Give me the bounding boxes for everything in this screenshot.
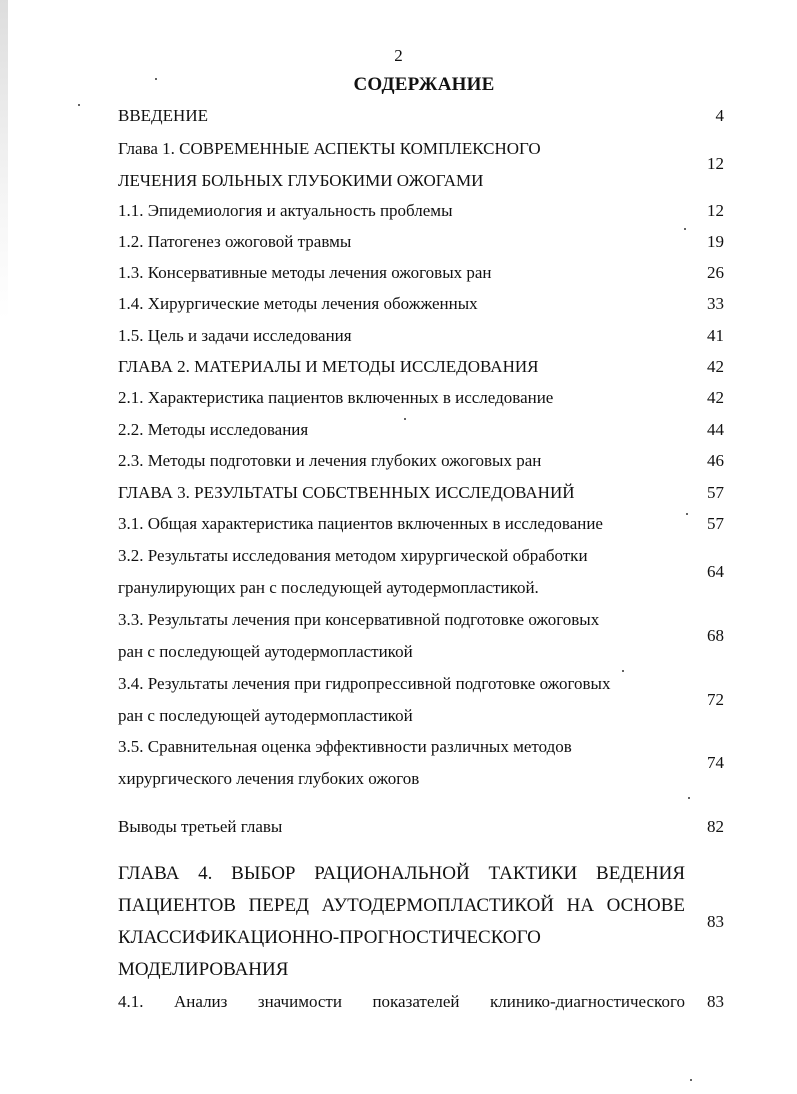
toc-line: ВВЕДЕНИЕ [118,106,208,125]
toc-entry-page: 41 [707,326,724,345]
toc-entry-page: 82 [707,817,724,836]
toc-entry-title [118,320,673,352]
toc-entry-page: 12 [707,154,724,173]
toc-entry-page: 83 [707,992,724,1011]
toc-line: ран с последующей аутодермопластикой [118,705,413,725]
toc-line: хирургического лечения глубоких ожогов [118,768,420,788]
toc-line: 1.4. Хирургические методы лечения обожженных [118,294,478,313]
toc-line: ран с последующей аутодермопластикой [118,641,413,661]
toc-entry-page: 57 [707,514,724,533]
toc-entry-page: 4 [715,106,724,125]
toc-line: 1.3. Консервативные методы лечения ожоговых ран [118,263,492,282]
scan-speck [690,1079,692,1081]
toc-entry-title [118,288,673,320]
scan-speck [78,104,80,106]
toc-line: 2.2. Методы исследования [118,420,309,439]
toc-entry-page: 33 [707,294,724,313]
toc-entry-title [118,508,673,540]
toc-entry-page: 74 [707,753,724,772]
toc-entry-title [118,811,673,843]
toc-line: ЛЕЧЕНИЯ БОЛЬНЫХ ГЛУБОКИМИ ОЖОГАМИ [118,170,484,190]
toc-line: МОДЕЛИРОВАНИЯ [118,959,289,980]
toc-line: КЛАССИФИКАЦИОННО-ПРОГНОСТИЧЕСКОГО [118,927,541,948]
toc-entry-title [118,731,673,794]
page-number: 2 [394,46,403,65]
toc-entry-page: 42 [707,388,724,407]
toc-entry-title [118,540,673,603]
toc-entry-title [118,604,673,667]
toc-line: 3.5. Сравнительная оценка эффективности различных методов [118,737,572,756]
toc-entry-page: 68 [707,626,724,645]
toc-line: гранулирующих ран с последующей аутодермопластикой. [118,577,539,597]
toc-entry-title [118,226,673,258]
toc-entry-title [118,858,685,986]
toc-line: 3.3. Результаты лечения при консервативной подготовке ожоговых [118,610,600,629]
table-of-contents [118,0,728,1094]
toc-entry-title [118,100,673,132]
scan-speck [686,513,688,515]
toc-entry-page: 12 [707,201,724,220]
toc-line: 1.2. Патогенез ожоговой травмы [118,232,352,251]
toc-line: ГЛАВА 3. РЕЗУЛЬТАТЫ СОБСТВЕННЫХ ИССЛЕДОВАНИЙ [118,483,575,502]
toc-entry-page: 26 [707,263,724,282]
toc-entry-title [118,986,685,1018]
scan-speck [622,670,624,672]
toc-line: Выводы третьей главы [118,817,283,836]
toc-entry-title [118,414,673,446]
toc-entry-page: 44 [707,420,724,439]
scan-speck [684,228,686,230]
toc-entry-title [118,195,673,227]
toc-line: ПАЦИЕНТОВ ПЕРЕД АУТОДЕРМОПЛАСТИКОЙ НА ОСНОВЕ [118,895,685,916]
toc-entry-page: 46 [707,451,724,470]
toc-line: 3.4. Результаты лечения при гидропрессивной подготовке ожоговых [118,674,611,693]
toc-line: 3.2. Результаты исследования методом хирургической обработки [118,546,588,565]
toc-entry-page: 72 [707,690,724,709]
toc-entry-page: 42 [707,357,724,376]
toc-entry-page: 83 [707,912,724,931]
toc-entry-page: 19 [707,232,724,251]
toc-entry-title [118,351,673,383]
scan-speck [155,78,157,80]
toc-line: 2.1. Характеристика пациентов включенных в исследование [118,388,554,407]
toc-line: 1.1. Эпидемиология и актуальность проблемы [118,201,453,220]
toc-line: Глава 1. СОВРЕМЕННЫЕ АСПЕКТЫ КОМПЛЕКСНОГО [118,139,541,158]
toc-title: СОДЕРЖАНИЕ [353,74,495,95]
toc-entry-title [118,382,673,414]
toc-entry-page: 57 [707,483,724,502]
toc-entry-title [118,477,673,509]
scan-speck [404,418,406,420]
toc-entry-title [118,257,673,289]
scan-speck [688,797,690,799]
toc-line: 2.3. Методы подготовки и лечения глубоких ожоговых ран [118,451,542,470]
toc-line: ГЛАВА 2. МАТЕРИАЛЫ И МЕТОДЫ ИССЛЕДОВАНИЯ [118,357,539,376]
toc-entry-title [118,445,673,477]
toc-entry-title [118,668,673,731]
toc-line: 3.1. Общая характеристика пациентов включенных в исследование [118,514,603,533]
toc-line: ГЛАВА 4. ВЫБОР РАЦИОНАЛЬНОЙ ТАКТИКИ ВЕДЕНИЯ [118,863,685,884]
toc-line: 4.1. Анализ значимости показателей клинико-диагностического [118,992,685,1011]
toc-entry-title [118,133,673,196]
toc-entry-page: 64 [707,562,724,581]
toc-line: 1.5. Цель и задачи исследования [118,326,352,345]
